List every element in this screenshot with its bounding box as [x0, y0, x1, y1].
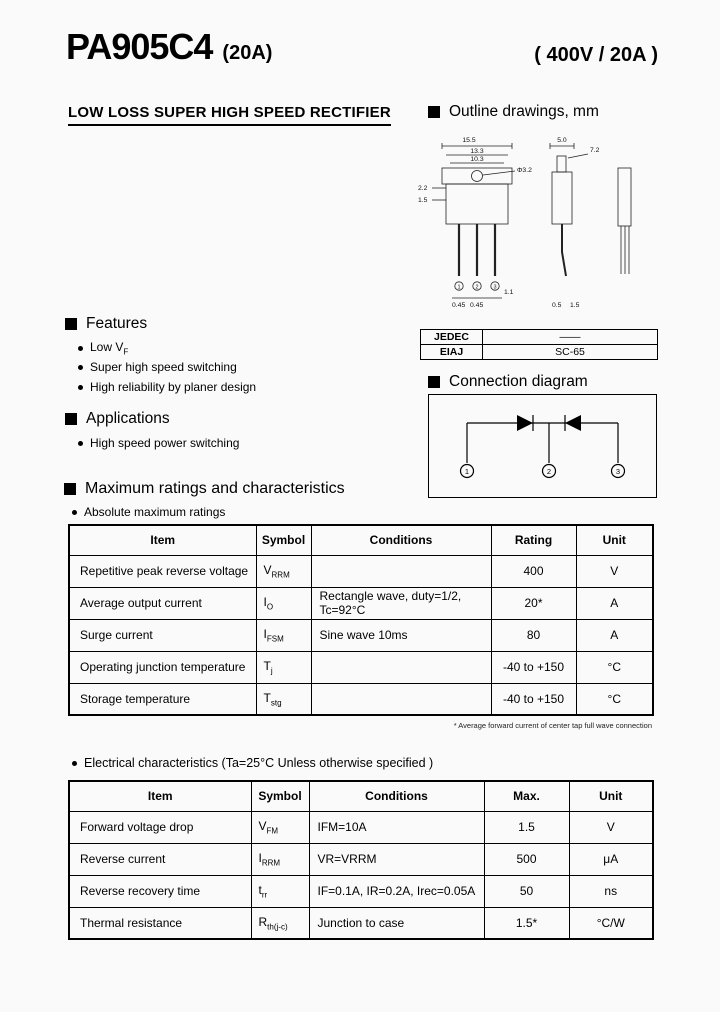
part-current: (20A) — [222, 42, 273, 64]
package-code-table — [420, 329, 658, 360]
connection-section-label: Connection diagram — [449, 373, 588, 390]
dim-label: 5.0 — [557, 137, 567, 144]
cell-conditions — [311, 683, 491, 715]
diode-symbol — [517, 415, 533, 431]
cell-max: 1.5 — [484, 811, 569, 843]
application-item — [78, 436, 239, 450]
outline-section-label: Outline drawings, mm — [449, 103, 599, 120]
jedec-label: JEDEC — [421, 330, 483, 345]
electrical-label: Electrical characteristics (Ta=25°C Unless otherwise specified ) — [84, 756, 434, 770]
table-header-row — [69, 525, 653, 555]
cell-unit: °C — [576, 651, 653, 683]
dim-label: 15.5 — [462, 137, 476, 144]
cell-unit: V — [576, 555, 653, 587]
feature-item — [78, 340, 128, 356]
cell-symbol: $R_{th(j-c)}$ — [251, 907, 309, 939]
col-header-unit: Unit — [576, 525, 653, 555]
cell-conditions — [311, 651, 491, 683]
dim-label: 7.2 — [590, 147, 600, 154]
cell-item: Reverse current — [69, 843, 251, 875]
jedec-value: —— — [483, 330, 658, 345]
cell-conditions: Rectangle wave, duty=1/2, Tc=92°C — [311, 587, 491, 619]
max-ratings-table — [68, 524, 654, 716]
table-row — [69, 651, 653, 683]
cell-max: 50 — [484, 875, 569, 907]
cell-unit: A — [576, 587, 653, 619]
table-row — [69, 587, 653, 619]
feature-text: High reliability by planer design — [90, 380, 257, 394]
cell-symbol: $t_{rr}$ — [251, 875, 309, 907]
bullet-icon — [78, 365, 83, 370]
dim-label: 0.5 — [552, 302, 562, 309]
ratings-footnote: * Average forward current of center tap full wave connection — [453, 721, 652, 730]
voltage-current-rating: ( 400V / 20A ) — [534, 44, 658, 66]
dim-label: 0.45 — [470, 302, 484, 309]
pin-number: 3 — [493, 284, 497, 291]
part-number: PA905C4 — [66, 26, 213, 67]
cell-item: Forward voltage drop — [69, 811, 251, 843]
cell-item: Storage temperature — [69, 683, 256, 715]
col-header-symbol: Symbol — [256, 525, 311, 555]
section-marker-icon — [428, 376, 440, 388]
pin-number: 3 — [615, 466, 621, 476]
cell-item: Repetitive peak reverse voltage — [69, 555, 256, 587]
table-row — [69, 683, 653, 715]
electrical-characteristics-table — [68, 780, 654, 940]
cell-conditions — [311, 555, 491, 587]
applications-section-title — [65, 410, 170, 428]
cell-conditions: VR=VRRM — [309, 843, 484, 875]
cell-symbol: $V_{FM}$ — [251, 811, 309, 843]
table-row — [69, 555, 653, 587]
table-row — [69, 907, 653, 939]
bullet-icon — [78, 346, 83, 351]
cell-item: Average output current — [69, 587, 256, 619]
col-header-unit: Unit — [569, 781, 653, 811]
table-row — [69, 843, 653, 875]
dim-label: Φ3.2 — [517, 167, 532, 174]
cell-symbol: $I_{FSM}$ — [256, 619, 311, 651]
cell-symbol: $T_j$ — [256, 651, 311, 683]
feature-item — [78, 380, 256, 394]
cell-item: Surge current — [69, 619, 256, 651]
bullet-icon — [72, 761, 77, 766]
abs-max-label: Absolute maximum ratings — [84, 505, 226, 519]
cell-symbol: $V_{RRM}$ — [256, 555, 311, 587]
eiaj-label: EIAJ — [421, 345, 483, 360]
cell-rating: 80 — [491, 619, 576, 651]
applications-section-label: Applications — [86, 410, 170, 427]
cell-item: Operating junction temperature — [69, 651, 256, 683]
connection-diagram — [429, 395, 656, 497]
application-text: High speed power switching — [90, 436, 240, 450]
cell-unit: V — [569, 811, 653, 843]
section-marker-icon — [65, 413, 77, 425]
connection-diagram-box — [428, 394, 657, 498]
section-marker-icon — [65, 318, 77, 330]
max-ratings-section-title — [64, 480, 345, 498]
cell-rating: 400 — [491, 555, 576, 587]
table-header-row — [69, 781, 653, 811]
bullet-icon — [78, 441, 83, 446]
table-row — [69, 619, 653, 651]
cell-symbol: $I_{RRM}$ — [251, 843, 309, 875]
cell-unit: μA — [569, 843, 653, 875]
electrical-subsection — [72, 756, 433, 770]
diode-symbol — [565, 415, 581, 431]
table-row — [69, 811, 653, 843]
table-row — [69, 875, 653, 907]
dim-label: 13.3 — [470, 148, 484, 155]
col-header-item: Item — [69, 781, 251, 811]
pin-number: 2 — [546, 466, 552, 476]
col-header-conditions: Conditions — [309, 781, 484, 811]
col-header-conditions: Conditions — [311, 525, 491, 555]
dim-label: 0.45 — [452, 302, 466, 309]
eiaj-value: SC-65 — [483, 345, 658, 360]
dim-label: 1.5 — [570, 302, 580, 309]
features-section-title — [65, 315, 147, 333]
max-ratings-section-label: Maximum ratings and characteristics — [85, 480, 345, 497]
cell-unit: A — [576, 619, 653, 651]
cell-conditions: Sine wave 10ms — [311, 619, 491, 651]
pin-number: 1 — [464, 466, 470, 476]
cell-symbol: $T_{stg}$ — [256, 683, 311, 715]
cell-rating: -40 to +150 — [491, 683, 576, 715]
cell-conditions: IFM=10A — [309, 811, 484, 843]
subtitle: LOW LOSS SUPER HIGH SPEED RECTIFIER — [68, 104, 391, 126]
cell-conditions: IF=0.1A, IR=0.2A, Irec=0.05A — [309, 875, 484, 907]
col-header-item: Item — [69, 525, 256, 555]
pin-number: 1 — [457, 284, 461, 291]
cell-rating: -40 to +150 — [491, 651, 576, 683]
col-header-symbol: Symbol — [251, 781, 309, 811]
dim-label: 2.2 — [418, 185, 428, 192]
cell-max: 1.5* — [484, 907, 569, 939]
section-marker-icon — [428, 106, 440, 118]
cell-rating: 20* — [491, 587, 576, 619]
connection-section-title — [428, 373, 588, 391]
feature-item — [78, 360, 237, 374]
bullet-icon — [78, 385, 83, 390]
features-section-label: Features — [86, 315, 148, 332]
page-title — [66, 26, 272, 68]
cell-item: Reverse recovery time — [69, 875, 251, 907]
col-header-max: Max. — [484, 781, 569, 811]
bullet-icon — [72, 510, 77, 515]
cell-symbol: $I_O$ — [256, 587, 311, 619]
cell-item: Thermal resistance — [69, 907, 251, 939]
cell-unit: °C — [576, 683, 653, 715]
abs-max-subsection — [72, 505, 225, 519]
dim-label: 1.1 — [504, 289, 514, 296]
pin-number: 2 — [475, 284, 479, 291]
col-header-rating: Rating — [491, 525, 576, 555]
feature-text: Super high speed switching — [90, 360, 237, 374]
dim-label: 10.3 — [470, 156, 484, 163]
cell-unit: °C/W — [569, 907, 653, 939]
feature-text: Low $V_F$ — [90, 340, 129, 357]
cell-max: 500 — [484, 843, 569, 875]
outline-section-title — [428, 103, 599, 121]
cell-unit: ns — [569, 875, 653, 907]
package-outline-drawing — [412, 128, 660, 326]
section-marker-icon — [64, 483, 76, 495]
cell-conditions: Junction to case — [309, 907, 484, 939]
dim-label: 1.5 — [418, 197, 428, 204]
